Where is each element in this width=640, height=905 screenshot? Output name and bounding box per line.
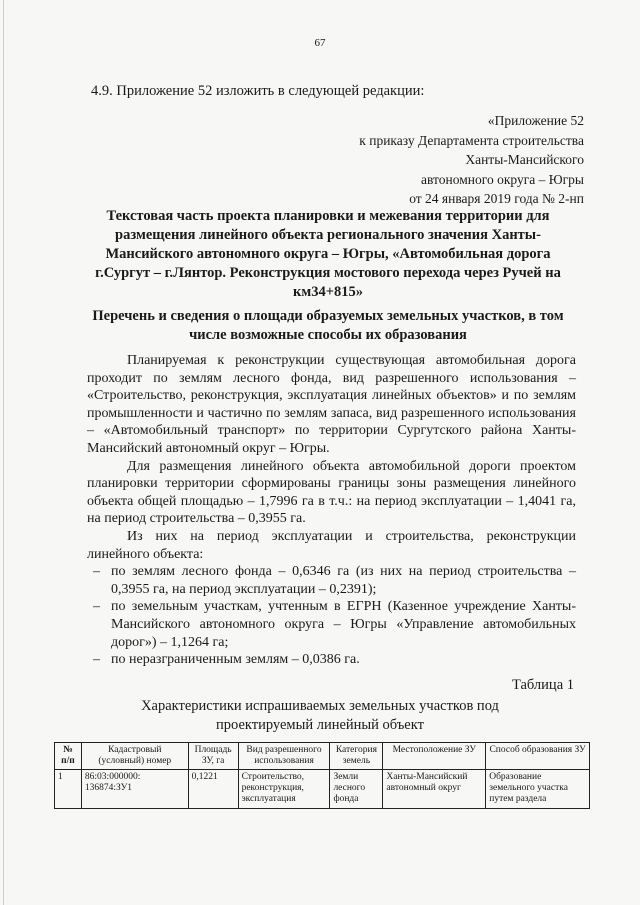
dash-marker: – — [93, 652, 100, 668]
land-plots-table — [54, 742, 590, 809]
table-label: Таблица 1 — [511, 677, 574, 693]
table-cell: Земли лесного фонда — [330, 770, 383, 809]
list-item-text: по земельным участкам, учтенным в ЕГРН (Казенное учреждение Ханты-Мансийского автономного округа – Югры «Управление автомобильных дорог») – 1,1264 га; — [111, 599, 576, 650]
column-header: Площадь ЗУ, га — [188, 743, 238, 770]
table-row — [55, 770, 590, 809]
document-title: Текстовая часть проекта планировки и межевания территории для размещения линейного объекта регионального значения Ханты-Мансийского автономного округа – Югры, «Автомобильная дорога г.Сургут – г.Лянтор. Реконструкция мостового перехода через Ручей на км34+815» — [95, 208, 561, 300]
area-list — [87, 563, 576, 669]
paragraph: Планируемая к реконструкции существующая автомобильная дорога проходит по землям лесного фонда, вид разрешенного использования – «Строительство, реконструкция, эксплуатация линейных объектов» и по землям промышленности и частично по землям запаса, вид разрешенного использования – «Автомобильный транспорт» по территории Сургутского района Ханты-Мансийский автономный округ – Югры. — [87, 353, 576, 456]
section-title: Перечень и сведения о площади образуемых земельных участков, в том числе возможные способы их образования — [92, 308, 564, 343]
list-item-text: по землям лесного фонда – 0,6346 га (из них на период строительства – 0,3955 га, на период эксплуатации – 0,2391); — [111, 564, 576, 597]
column-header: Способ образования ЗУ — [486, 743, 590, 770]
list-item-text: по неразграниченным землям – 0,0386 га. — [111, 652, 360, 668]
body-text — [87, 352, 576, 669]
appendix-line: «Приложение 52 — [487, 113, 584, 128]
table-cell: 86:03:000000: 136874:ЗУ1 — [81, 770, 188, 809]
appendix-line: от 24 января 2019 года № 2-нп — [409, 191, 584, 206]
appendix-line: Ханты-Мансийского — [465, 152, 584, 167]
intro-line: 4.9. Приложение 52 изложить в следующей редакции: — [91, 83, 425, 99]
appendix-block — [359, 111, 584, 209]
table-cell: 0,1221 — [188, 770, 238, 809]
appendix-line: к приказу Департамента строительства — [359, 132, 584, 148]
dash-marker: – — [93, 564, 100, 580]
list-item — [87, 651, 576, 669]
dash-marker: – — [93, 599, 100, 615]
list-item — [87, 598, 576, 651]
table-caption: Характеристики испрашиваемых земельных участков под проектируемый линейный объект — [141, 698, 499, 733]
column-header: Местоположение ЗУ — [383, 743, 486, 770]
table-cell: Образование земельного участка путем раздела — [486, 770, 590, 809]
table-cell: Строительство, реконструкция, эксплуатация — [238, 770, 330, 809]
column-header: Категория земель — [330, 743, 383, 770]
table-header-row — [55, 743, 590, 770]
list-item — [87, 563, 576, 598]
column-header: Вид разрешенного использования — [238, 743, 330, 770]
paragraph: Из них на период эксплуатации и строительства, реконструкции линейного объекта: — [87, 528, 576, 562]
column-header: № п/п — [55, 743, 82, 770]
appendix-line: автономного округа – Югры — [421, 171, 584, 187]
column-header: Кадастровый (условный) номер — [81, 743, 188, 770]
page-number: 67 — [314, 37, 326, 49]
paragraph: Для размещения линейного объекта автомобильной дороги проектом планировки территории сформированы границы зоны размещения линейного объекта общей площадью – 1,7996 га в т.ч.: на период эксплуатации – 1,4041 га, на период строительства – 0,3955 га. — [87, 458, 576, 527]
scan-edge — [3, 0, 4, 905]
table-cell: Ханты-Мансийский автономный округ — [383, 770, 486, 809]
table-cell: 1 — [55, 770, 82, 809]
